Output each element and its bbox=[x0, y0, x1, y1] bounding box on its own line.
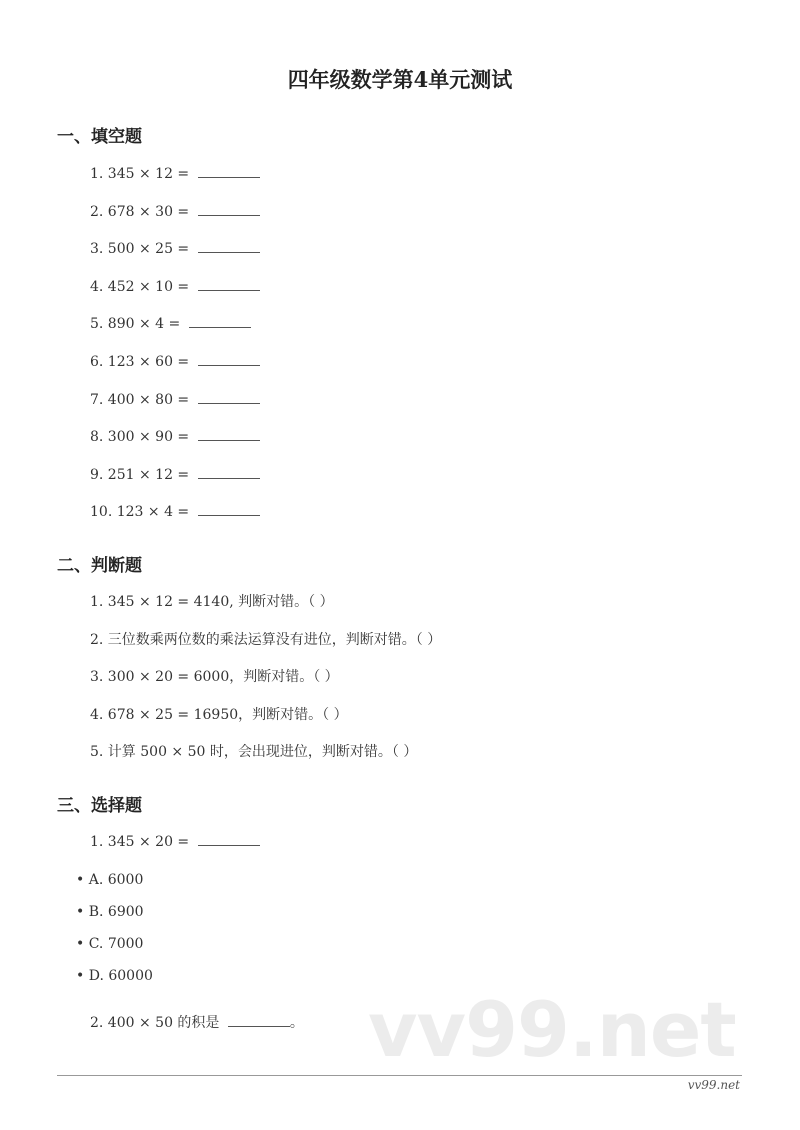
question-text: D. 60000 bbox=[88, 968, 153, 984]
footer-text: vv99.net bbox=[687, 1078, 740, 1092]
question-text: 8. 300 × 90 = bbox=[90, 429, 190, 446]
question-text: 1. 345 × 12 = 4140, 判断对错。（ ） bbox=[90, 594, 334, 610]
question-text: 2. 678 × 30 = bbox=[90, 203, 190, 220]
answer-blank[interactable] bbox=[198, 203, 260, 216]
answer-blank[interactable] bbox=[198, 165, 260, 178]
answer-blank[interactable] bbox=[198, 428, 260, 441]
judge-item bbox=[90, 705, 348, 725]
question-text: 5. 计算 500 × 50 时，会出现进位，判断对错。（ ） bbox=[90, 744, 418, 761]
watermark: vv99.net bbox=[368, 985, 736, 1074]
answer-blank[interactable] bbox=[189, 315, 251, 328]
bullet-icon: • bbox=[76, 968, 89, 984]
fill-item bbox=[90, 390, 260, 410]
question-suffix: 。 bbox=[289, 1015, 304, 1031]
section-heading-judge: 二、判断题 bbox=[57, 556, 142, 576]
question-text: 2. 三位数乘两位数的乘法运算没有进位，判断对错。（ ） bbox=[90, 631, 442, 648]
answer-blank[interactable] bbox=[198, 391, 260, 404]
question-text: 4. 678 × 25 = 16950，判断对错。（ ） bbox=[90, 706, 348, 723]
judge-item bbox=[90, 667, 339, 687]
choice-question-2 bbox=[90, 1013, 304, 1033]
page-title: 四年级数学第4单元测试 bbox=[287, 67, 513, 92]
answer-blank[interactable] bbox=[198, 278, 260, 291]
fill-item bbox=[90, 465, 260, 485]
question-text: B. 6900 bbox=[88, 904, 144, 920]
choice-question-1 bbox=[90, 832, 260, 852]
question-text: 10. 123 × 4 = bbox=[90, 504, 190, 521]
fill-item bbox=[90, 314, 251, 334]
choice-option[interactable] bbox=[76, 966, 153, 986]
answer-blank[interactable] bbox=[198, 503, 260, 516]
fill-item bbox=[90, 502, 260, 522]
judge-item bbox=[90, 592, 334, 612]
answer-blank[interactable] bbox=[198, 833, 260, 846]
question-text: 5. 890 × 4 = bbox=[90, 316, 181, 333]
judge-item bbox=[90, 630, 441, 650]
question-text: 4. 452 × 10 = bbox=[90, 278, 190, 295]
section-heading-choice: 三、选择题 bbox=[57, 796, 142, 816]
question-text: 3. 300 × 20 = 6000，判断对错。（ ） bbox=[90, 669, 339, 686]
question-text: 9. 251 × 12 = bbox=[90, 466, 190, 483]
answer-blank[interactable] bbox=[228, 1014, 290, 1027]
question-text: 2. 400 × 50 的积是 bbox=[90, 1015, 220, 1031]
question-text: 3. 500 × 25 = bbox=[90, 241, 190, 258]
judge-item bbox=[90, 742, 417, 762]
answer-blank[interactable] bbox=[198, 353, 260, 366]
fill-item bbox=[90, 164, 260, 184]
fill-item bbox=[90, 277, 260, 297]
section-heading-fill: 一、填空题 bbox=[57, 127, 142, 147]
choice-option[interactable] bbox=[76, 902, 144, 922]
question-text: 7. 400 × 80 = bbox=[90, 391, 190, 408]
answer-blank[interactable] bbox=[198, 466, 260, 479]
choice-option[interactable] bbox=[76, 934, 143, 954]
fill-item bbox=[90, 239, 260, 259]
bullet-icon: • bbox=[76, 872, 89, 888]
question-text: A. 6000 bbox=[88, 872, 144, 888]
fill-item bbox=[90, 427, 260, 447]
question-text: 6. 123 × 60 = bbox=[90, 354, 190, 370]
answer-blank[interactable] bbox=[198, 240, 260, 253]
fill-item bbox=[90, 202, 260, 222]
bullet-icon: • bbox=[76, 904, 89, 920]
bullet-icon: • bbox=[76, 936, 89, 952]
question-text: 1. 345 × 20 = bbox=[90, 834, 190, 850]
choice-option[interactable] bbox=[76, 870, 143, 890]
fill-item bbox=[90, 352, 260, 372]
footer-divider bbox=[57, 1075, 742, 1076]
question-text: 1. 345 × 12 = bbox=[90, 166, 190, 182]
question-text: C. 7000 bbox=[88, 936, 144, 952]
